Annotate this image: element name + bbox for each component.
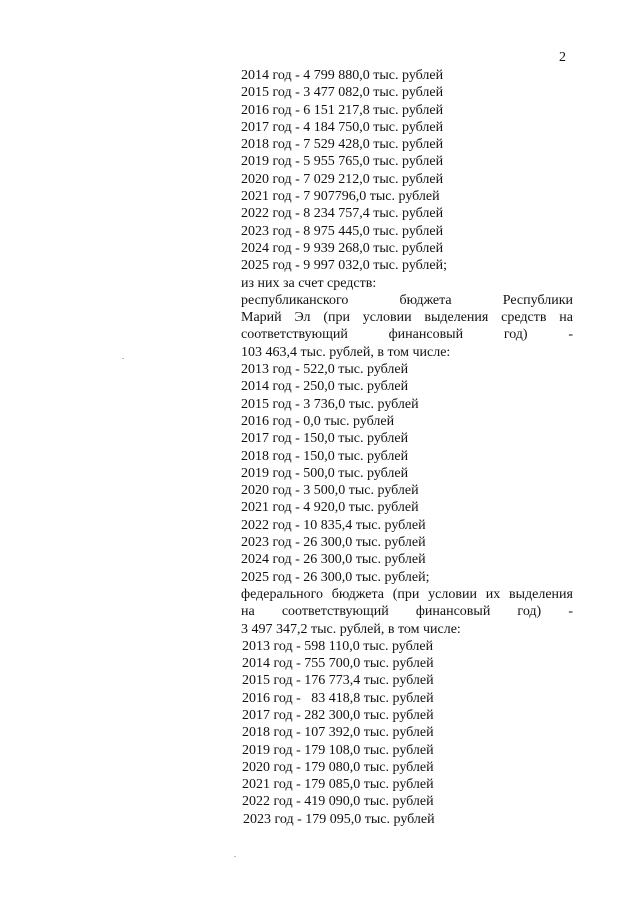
text-line: 2020 год - 3 500,0 тыс. рублей [241, 483, 419, 499]
page-number: 2 [559, 50, 566, 65]
text-line: 2020 год - 7 029 212,0 тыс. рублей [241, 171, 444, 187]
text-line: 2014 год - 4 799 880,0 тыс. рублей [241, 68, 444, 83]
text-line: 2018 год - 150,0 тыс. рублей [241, 448, 409, 464]
text-line: 2013 год - 598 110,0 тыс. рублей [242, 638, 434, 654]
text-line: 2015 год - 3 477 082,0 тыс. рублей [241, 85, 444, 101]
text-line: 2015 год - 3 736,0 тыс. рублей [241, 396, 419, 412]
text-line: 2022 год - 10 835,4 тыс. рублей [241, 517, 426, 533]
text-line: Марий Эл (при условии выделения средств на [241, 310, 573, 326]
text-line: 2017 год - 150,0 тыс. рублей [241, 431, 409, 447]
text-line: 2016 год - 83 418,8 тыс. рублей [242, 690, 434, 706]
text-line: 2015 год - 176 773,4 тыс. рублей [242, 673, 434, 689]
text-line: 2024 год - 9 939 268,0 тыс. рублей [241, 240, 444, 256]
text-line: 103 463,4 тыс. рублей, в том числе: [241, 344, 451, 360]
text-line: 2016 год - 0,0 тыс. рублей [241, 413, 395, 429]
text-line: 2014 год - 250,0 тыс. рублей [241, 379, 409, 395]
text-line: 2023 год - 26 300,0 тыс. рублей [241, 535, 426, 551]
text-line: 2019 год - 500,0 тыс. рублей [241, 465, 409, 481]
text-line: 2018 год - 107 392,0 тыс. рублей [242, 725, 434, 741]
text-line: 2013 год - 522,0 тыс. рублей [241, 362, 409, 378]
text-line: на соответствующий финансовый год) - [241, 604, 573, 620]
text-line: 2019 год - 179 108,0 тыс. рублей [242, 742, 434, 758]
text-line: 2024 год - 26 300,0 тыс. рублей [241, 552, 426, 568]
text-line: 2022 год - 419 090,0 тыс. рублей [242, 794, 434, 810]
text-line: 2025 год - 26 300,0 тыс. рублей; [241, 569, 430, 585]
text-line: 3 497 347,2 тыс. рублей, в том числе: [241, 621, 461, 637]
text-line: 2016 год - 6 151 217,8 тыс. рублей [241, 102, 444, 118]
text-line: 2023 год - 8 975 445,0 тыс. рублей [241, 223, 444, 239]
text-line: 2021 год - 4 920,0 тыс. рублей [241, 500, 419, 516]
text-line: 2019 год - 5 955 765,0 тыс. рублей [241, 154, 444, 170]
scan-speck [234, 856, 236, 857]
text-line: 2021 год - 7 907796,0 тыс. рублей [241, 189, 440, 205]
text-line: 2025 год - 9 997 032,0 тыс. рублей; [241, 258, 448, 274]
text-line: 2022 год - 8 234 757,4 тыс. рублей [241, 206, 444, 222]
text-line: 2017 год - 4 184 750,0 тыс. рублей [241, 119, 444, 135]
scan-speck [122, 358, 124, 359]
text-line: 2018 год - 7 529 428,0 тыс. рублей [241, 137, 444, 153]
text-line: соответствующий финансовый год) - [241, 327, 573, 343]
text-line: 2014 год - 755 700,0 тыс. рублей [242, 656, 434, 672]
text-line: из них за счет средств: [241, 275, 377, 291]
text-line: 2021 год - 179 085,0 тыс. рублей [242, 777, 434, 793]
text-line: федерального бюджета (при условии их выделения [241, 586, 573, 602]
text-line: 2023 год - 179 095,0 тыс. рублей [243, 811, 435, 827]
text-line: 2017 год - 282 300,0 тыс. рублей [242, 707, 434, 723]
budget-text-block [241, 67, 573, 828]
text-line: 2020 год - 179 080,0 тыс. рублей [242, 759, 434, 775]
text-line: республиканского бюджета Республики [241, 292, 573, 308]
